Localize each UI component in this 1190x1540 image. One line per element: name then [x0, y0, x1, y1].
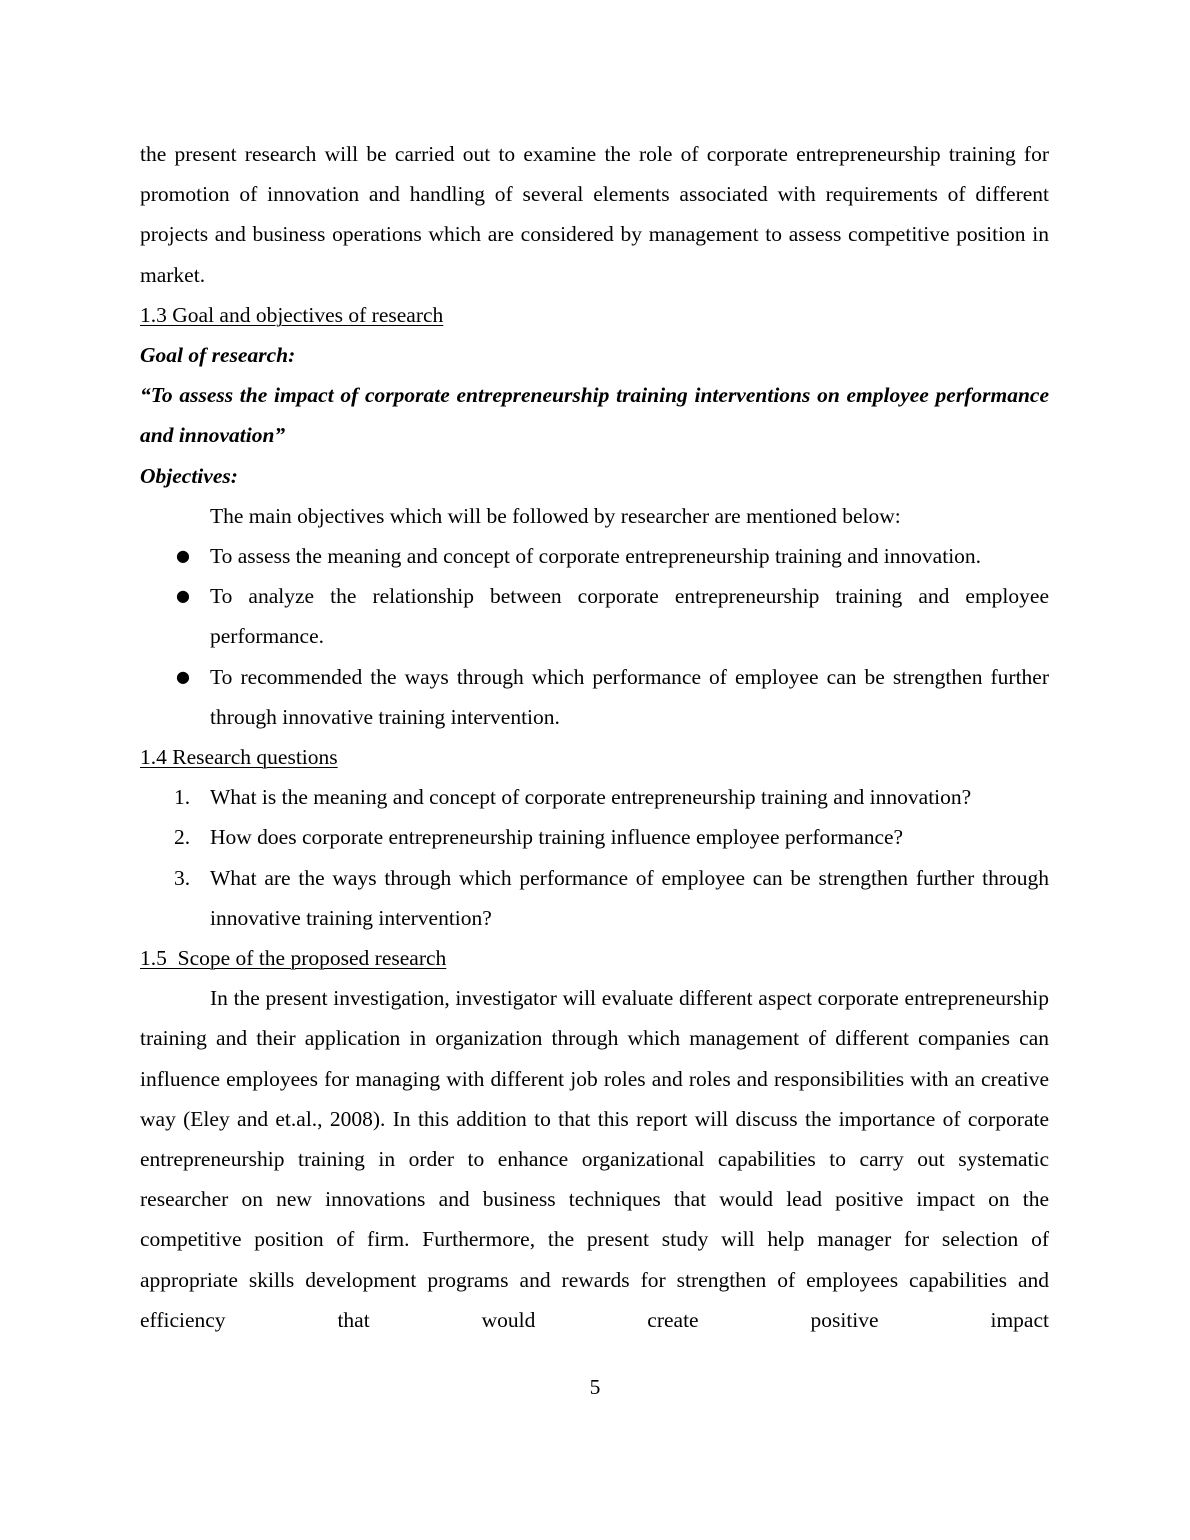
goal-label: Goal of research:	[140, 343, 296, 368]
objective-text: To recommended the ways through which performance of employee can be strengthen further through innovative training intervention.	[210, 664, 1049, 729]
question-item	[140, 858, 1049, 938]
question-text: What are the ways through which performance of employee can be strengthen further through innovative training intervention?	[210, 865, 1049, 930]
bullet-icon: ●	[176, 546, 190, 566]
document-page	[140, 134, 1049, 1340]
objective-text: To assess the meaning and concept of corporate entrepreneurship training and innovation.	[210, 544, 982, 569]
section-heading-scope	[140, 938, 1049, 978]
question-item	[140, 817, 1049, 857]
page-number: 5	[589, 1375, 601, 1399]
question-item	[140, 777, 1049, 817]
bullet-icon: ●	[176, 586, 190, 606]
objective-item	[140, 536, 1049, 576]
section-heading-questions-text: 1.4 Research questions	[140, 745, 338, 770]
objective-text: To analyze the relationship between corporate entrepreneurship training and employee performance.	[210, 584, 1049, 649]
question-number: 1.	[174, 785, 191, 810]
questions-list	[140, 777, 1049, 938]
objective-item	[140, 576, 1049, 656]
section-heading-questions	[140, 737, 1049, 777]
question-text: How does corporate entrepreneurship training influence employee performance?	[210, 825, 904, 850]
objectives-intro: The main objectives which will be followed by researcher are mentioned below:	[210, 503, 901, 528]
objectives-list	[140, 536, 1049, 737]
objectives-label: Objectives:	[140, 463, 238, 488]
section-heading-goals-text: 1.3 Goal and objectives of research	[140, 302, 444, 327]
question-number: 2.	[174, 825, 191, 850]
objective-item	[140, 657, 1049, 737]
question-text: What is the meaning and concept of corporate entrepreneurship training and innovation?	[210, 785, 972, 810]
scope-paragraph: In the present investigation, investigator will evaluate different aspect corporate entrepreneurship training and their application in organization through which management of different companies can influence employees for managing with different job roles and roles and responsibilities with an creative way (Eley and et.al., 2008). In this addition to that this report will discuss the importance of corporate entrepreneurship training in order to enhance organizational capabilities to carry out systematic researcher on new innovations and business techniques that would lead positive impact on the competitive position of firm. Furthermore, the present study will help manager for selection of appropriate skills development programs and rewards for strengthen of employees capabilities and efficiency that would create positive impact	[140, 986, 1049, 1332]
question-number: 3.	[174, 865, 191, 890]
goal-statement: “To assess the impact of corporate entrepreneurship training interventions on employee performance and innovation”	[140, 383, 1049, 448]
section-heading-scope-text: 1.5 Scope of the proposed research	[140, 946, 447, 971]
opening-paragraph: the present research will be carried out to examine the role of corporate entrepreneurship training for promotion of innovation and handling of several elements associated with requirements of different projects and business operations which are considered by management to assess competitive position in market.	[140, 142, 1049, 287]
section-heading-goals	[140, 295, 1049, 335]
bullet-icon: ●	[176, 666, 190, 686]
